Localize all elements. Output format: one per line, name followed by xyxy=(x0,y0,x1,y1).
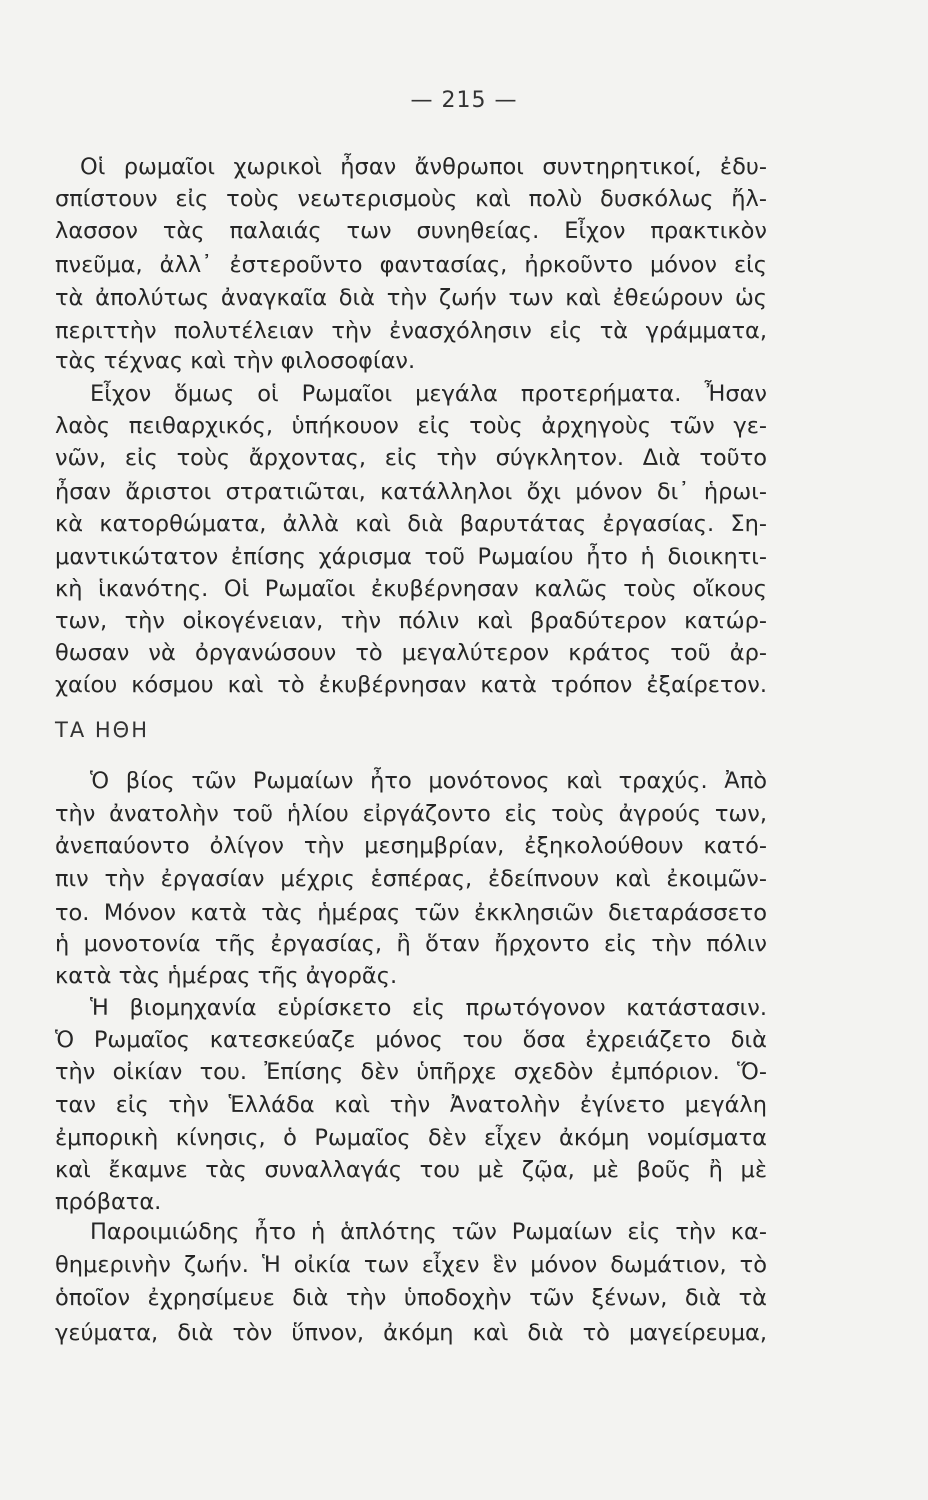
text-line: Παροιμιώδης ἦτο ἡ ἁπλότης τῶν Ρωμαίων εἰς τὴν κα- xyxy=(90,1219,767,1245)
text-line: Οἱ ρωμαῖοι χωρικοὶ ἦσαν ἄνθρωποι συντηρητικοί, ἐδυ- xyxy=(80,154,767,180)
text-line: πρόβατα. xyxy=(55,1189,162,1215)
text-line: το. Μόνον κατὰ τὰς ἡμέρας τῶν ἐκκλησιῶν διεταράσσετο xyxy=(55,900,767,926)
text-line: ἡ μονοτονία τῆς ἐργασίας, ἢ ὅταν ἤρχοντο εἰς τὴν πόλιν xyxy=(55,931,767,957)
text-line: περιττὴν πολυτέλειαν τὴν ἐνασχόλησιν εἰς τὰ γράμματα, xyxy=(55,318,767,344)
text-line: Ὁ βίος τῶν Ρωμαίων ἦτο μονότονος καὶ τραχύς. Ἀπὸ xyxy=(90,768,767,794)
text-line: καὶ ἔκαμνε τὰς συναλλαγάς του μὲ ζῷα, μὲ βοῦς ἢ μὲ xyxy=(55,1157,767,1183)
text-line: θημερινὴν ζωήν. Ἡ οἰκία των εἶχεν ἓν μόνον δωμάτιον, τὸ xyxy=(55,1252,767,1278)
text-line: τὴν ἀνατολὴν τοῦ ἡλίου εἰργάζοντο εἰς τοὺς ἀγρούς των, xyxy=(55,801,767,827)
text-line: τὰς τέχνας καὶ τὴν φιλοσοφίαν. xyxy=(55,348,416,374)
text-line: λασσον τὰς παλαιάς των συνηθείας. Εἶχον πρακτικὸν xyxy=(55,218,767,244)
text-line: Ἡ βιομηχανία εὑρίσκετο εἰς πρωτόγονον κατάστασιν. xyxy=(90,995,767,1021)
text-line: λαὸς πειθαρχικός, ὑπήκουον εἰς τοὺς ἀρχηγοὺς τῶν γε- xyxy=(55,413,767,439)
text-line: κὰ κατορθώματα, ἀλλὰ καὶ διὰ βαρυτάτας ἐργασίας. Ση- xyxy=(55,511,767,537)
text-line: κατὰ τὰς ἡμέρας τῆς ἀγορᾶς. xyxy=(55,963,398,989)
text-line: κὴ ἱκανότης. Οἱ Ρωμαῖοι ἐκυβέρνησαν καλῶς τοὺς οἴκους xyxy=(55,576,767,602)
text-line: σπίστουν εἰς τοὺς νεωτερισμοὺς καὶ πολὺ δυσκόλως ἤλ- xyxy=(55,186,767,212)
text-line: θωσαν νὰ ὀργανώσουν τὸ μεγαλύτερον κράτος τοῦ ἀρ- xyxy=(55,640,767,666)
text-line: ἦσαν ἄριστοι στρατιῶται, κατάλληλοι ὄχι μόνον δι᾽ ἡρωι- xyxy=(55,479,767,505)
text-line: ἐμπορικὴ κίνησις, ὁ Ρωμαῖος δὲν εἶχεν ἀκόμη νομίσματα xyxy=(55,1125,767,1151)
text-line: πνεῦμα, ἀλλ᾽ ἐστεροῦντο φαντασίας, ἠρκοῦντο μόνον εἰς xyxy=(55,252,767,278)
page-number: — 215 — xyxy=(410,88,518,113)
text-line: Ὁ Ρωμαῖος κατεσκεύαζε μόνος του ὅσα ἐχρειάζετο διὰ xyxy=(55,1027,767,1053)
text-line: μαντικώτατον ἐπίσης χάρισμα τοῦ Ρωμαίου ἦτο ἡ διοικητι- xyxy=(55,544,767,570)
text-line: ἀνεπαύοντο ὀλίγον τὴν μεσημβρίαν, ἐξηκολούθουν κατό- xyxy=(55,833,767,859)
text-line: χαίου κόσμου καὶ τὸ ἐκυβέρνησαν κατὰ τρόπον ἐξαίρετον. xyxy=(55,672,767,698)
section-heading: ΤΑ ΗΘΗ xyxy=(55,718,149,742)
text-line: ταν εἰς τὴν Ἑλλάδα καὶ τὴν Ἀνατολὴν ἐγίνετο μεγάλη xyxy=(55,1092,767,1118)
text-line: νῶν, εἰς τοὺς ἄρχοντας, εἰς τὴν σύγκλητον. Διὰ τοῦτο xyxy=(55,445,767,471)
text-line: τὰ ἀπολύτως ἀναγκαῖα διὰ τὴν ζωήν των καὶ ἐθεώρουν ὡς xyxy=(55,285,767,311)
text-line: Εἶχον ὅμως οἱ Ρωμαῖοι μεγάλα προτερήματα. Ἦσαν xyxy=(90,381,767,407)
text-line: γεύματα, διὰ τὸν ὕπνον, ἀκόμη καὶ διὰ τὸ μαγείρευμα, xyxy=(55,1320,767,1346)
text-line: τὴν οἰκίαν του. Ἐπίσης δὲν ὑπῆρχε σχεδὸν ἐμπόριον. Ὅ- xyxy=(55,1059,767,1085)
text-line: των, τὴν οἰκογένειαν, τὴν πόλιν καὶ βραδύτερον κατώρ- xyxy=(55,608,767,634)
text-line: πιν τὴν ἐργασίαν μέχρις ἑσπέρας, ἐδείπνουν καὶ ἐκοιμῶν- xyxy=(55,866,767,892)
text-line: ὁποῖον ἐχρησίμευε διὰ τὴν ὑποδοχὴν τῶν ξένων, διὰ τὰ xyxy=(55,1285,767,1311)
